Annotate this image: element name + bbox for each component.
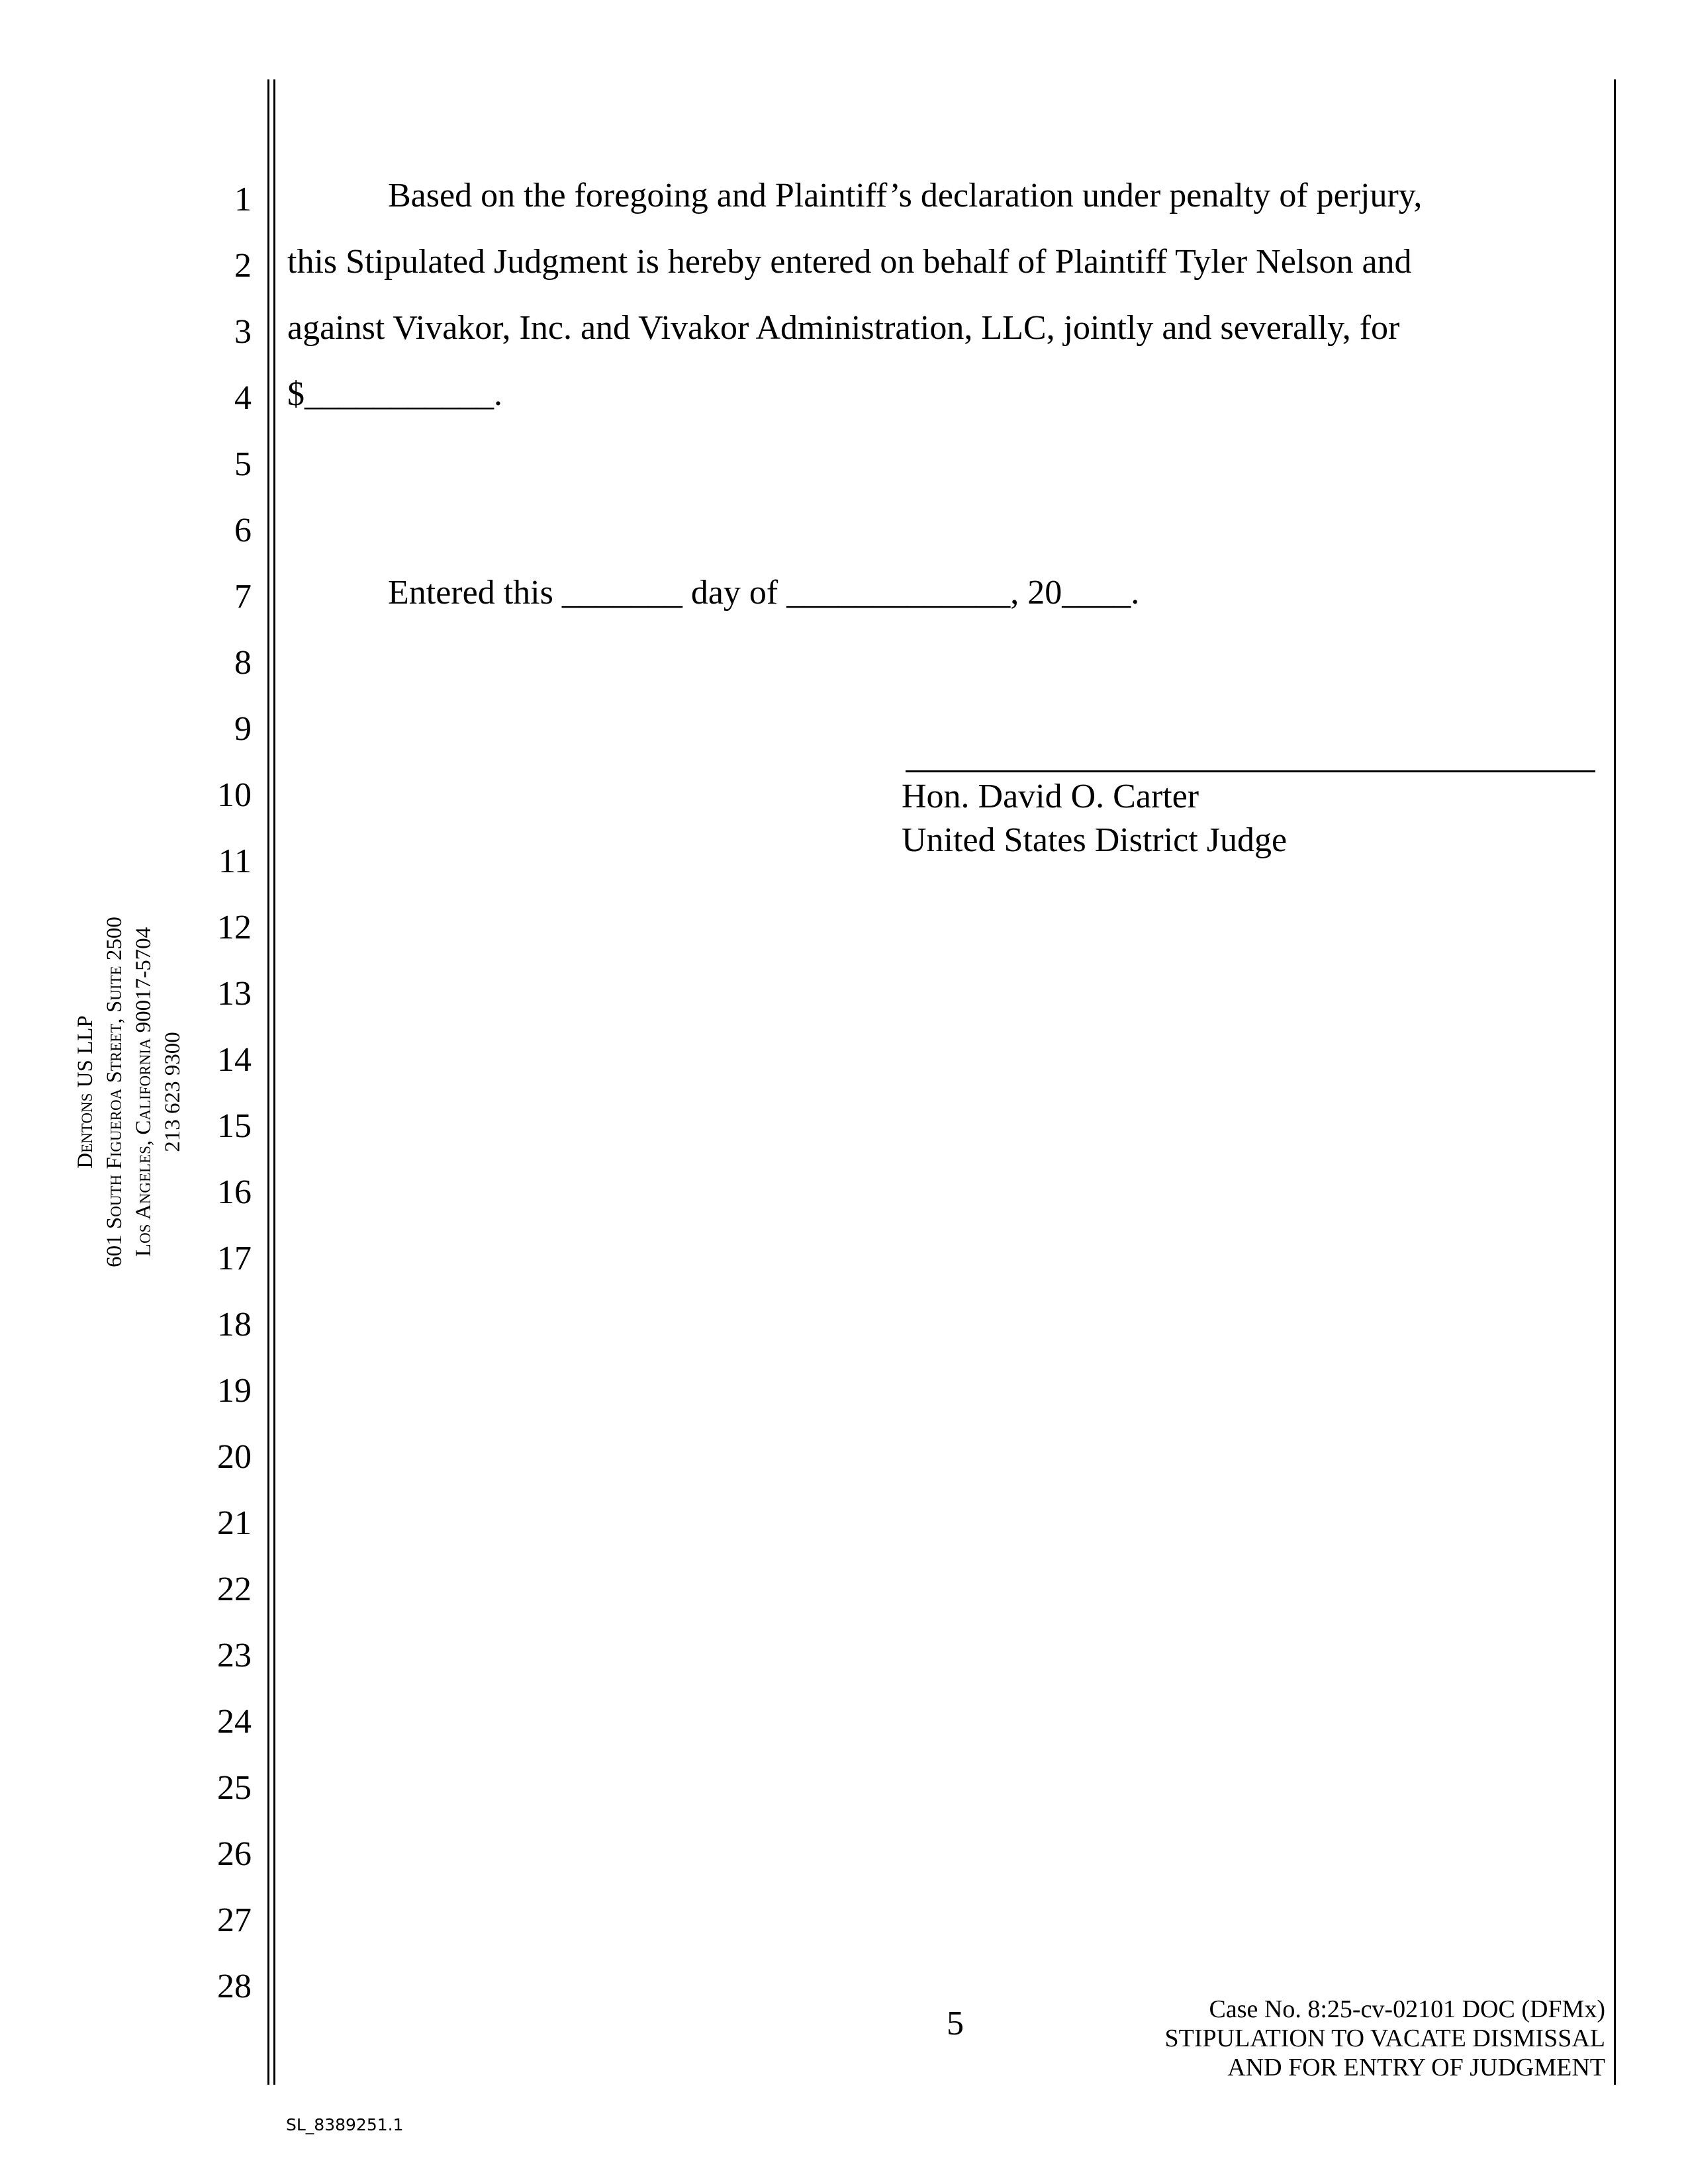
line-number: 7 (234, 578, 252, 615)
document-title-line-1: STIPULATION TO VACATE DISMISSAL (1164, 2025, 1605, 2052)
line-number: 13 (217, 975, 252, 1013)
left-margin-rule-inner (273, 79, 275, 2085)
line-number: 25 (217, 1769, 252, 1807)
left-margin-rule-outer (267, 79, 269, 2085)
line-number: 8 (234, 644, 252, 682)
line-number: 27 (217, 1901, 252, 1939)
judge-title: United States District Judge (902, 821, 1288, 859)
line-number: 22 (217, 1570, 252, 1608)
judge-name: Hon. David O. Carter (902, 778, 1199, 815)
line-number: 15 (217, 1107, 252, 1145)
line-number: 14 (217, 1041, 252, 1079)
line-number: 11 (218, 842, 252, 880)
line-number: 9 (234, 710, 252, 748)
line-number: 28 (217, 1968, 252, 2005)
firm-street: 601 South Figueroa Street, Suite 2500 (103, 917, 126, 1267)
footer-caption (1165, 1995, 1605, 2082)
document-title-line-2: AND FOR ENTRY OF JUDGMENT (1227, 2054, 1605, 2081)
line-number: 19 (217, 1372, 252, 1410)
line-number: 21 (217, 1504, 252, 1542)
signature-line (906, 770, 1595, 772)
line-number: 1 (234, 181, 252, 218)
line-number: 24 (217, 1703, 252, 1741)
line-number: 23 (217, 1637, 252, 1674)
body-line-2: this Stipulated Judgment is hereby entered on behalf of Plaintiff Tyler Nelson and (287, 243, 1412, 281)
line-number: 17 (217, 1240, 252, 1277)
document-id: SL_8389251.1 (286, 2115, 404, 2134)
line-number: 3 (234, 313, 252, 351)
body-line-1: Based on the foregoing and Plaintiff’s declaration under penalty of perjury, (388, 177, 1423, 214)
line-number: 16 (217, 1173, 252, 1211)
firm-name: Dentons US LLP (73, 1015, 97, 1169)
line-number: 12 (217, 909, 252, 946)
line-number: 20 (217, 1438, 252, 1476)
case-number: Case No. 8:25-cv-02101 DOC (DFMx) (1209, 1995, 1605, 2023)
entered-date-line: Entered this _______ day of _____________, 20____. (388, 574, 1140, 612)
line-number: 26 (217, 1835, 252, 1873)
page-number: 5 (947, 2005, 964, 2042)
line-number: 18 (217, 1306, 252, 1343)
body-line-3: against Vivakor, Inc. and Vivakor Administration, LLC, jointly and severally, for (287, 309, 1400, 347)
line-number: 2 (234, 247, 252, 285)
firm-phone: 213 623 9300 (161, 1032, 185, 1152)
line-number: 5 (234, 445, 252, 483)
line-number: 4 (234, 379, 252, 417)
firm-city: Los Angeles, California 90017-5704 (132, 927, 156, 1257)
line-number: 10 (217, 776, 252, 814)
line-number: 6 (234, 512, 252, 549)
body-line-4: $___________. (287, 375, 502, 413)
firm-sidebar (71, 917, 187, 1267)
right-margin-rule (1614, 79, 1616, 2085)
